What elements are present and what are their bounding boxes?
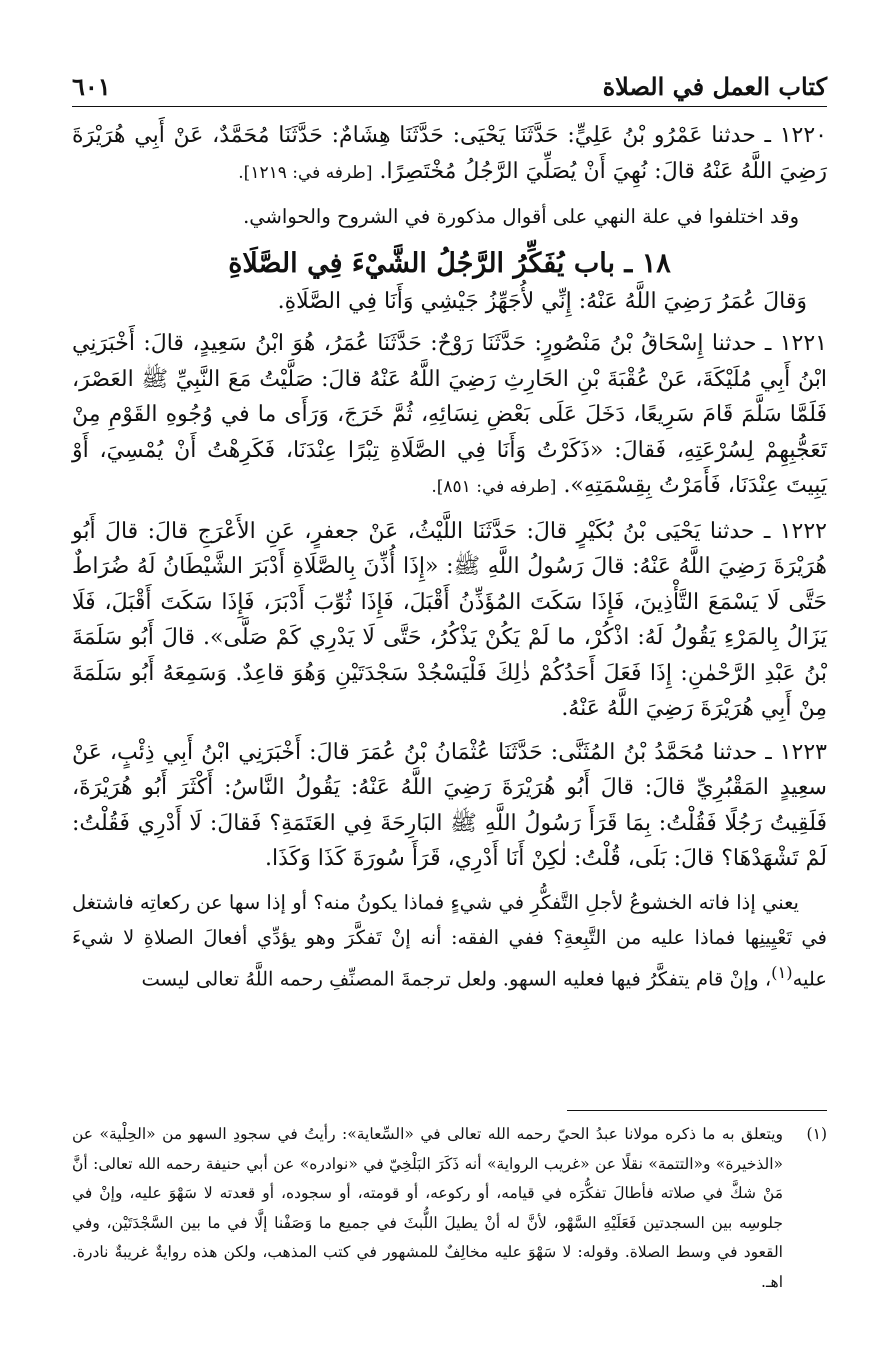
footnotes	[72, 1120, 827, 1297]
footnote-number: (١)	[806, 1125, 827, 1143]
footnote-1	[72, 1120, 827, 1297]
hadith-1223	[72, 735, 827, 877]
main-text	[72, 118, 827, 1006]
note-paragraph: وقد اختلفوا في علة النهي على أقوال مذكورة في الشروح والحواشي.	[243, 205, 799, 228]
footnote-divider	[567, 1110, 827, 1111]
book-page	[72, 0, 827, 1371]
chapter-subtitle: وَقالَ عُمَرُ رَضِيَ اللَّهُ عَنْهُ: إِنِّي لأُجَهِّزُ جَيْشِي وَأَنَا فِي الصَّلَاةِ.	[277, 289, 807, 314]
commentary-paragraph	[72, 885, 827, 997]
hadith-1220	[72, 118, 827, 191]
hadith-text: ١٢٢٢ ـ حدثنا يَحْيَى بْنُ بُكَيْرٍ قالَ: حَدَّثَنَا اللَّيْثُ، عَنْ جعفرٍ، عَنِ الأَعْرَجِ قالَ: قالَ أَبُو هُرَيْرَةَ رَضِيَ اللَّهُ عَنْهُ: قالَ رَسُولُ اللَّهِ ﷺ: «إِذَا أُذِّنَ بِالصَّلَاةِ أَدْبَرَ الشَّيْطَانُ لَهُ ضُرَاطٌ حَتَّى لَا يَسْمَعَ التَّأْذِينَ، فَإِذَا سَكَتَ المُؤَذِّنُ أَقْبَلَ، فَإِذَا ثُوِّبَ أَدْبَرَ، فَإِذَا سَكَتَ أَقْبَلَ، فَلَا يَزَالُ بِالمَرْءِ يَقُولُ لَهُ: اذْكُرْ، ما لَمْ يَكُنْ يَذْكُرُ، حَتَّى لَا يَدْرِي كَمْ صَلَّى». قالَ أَبُو سَلَمَةَ بْنُ عَبْدِ الرَّحْمٰنِ: إِذَا فَعَلَ أَحَدُكُمْ ذٰلِكَ فَلْيَسْجُدْ سَجْدَتَيْنِ وَهُوَ قاعِدٌ. وَسَمِعَهُ أَبُو سَلَمَةَ مِنْ أَبِي هُرَيْرَةَ رَضِيَ اللَّهُ عَنْهُ.	[72, 518, 827, 721]
commentary-text-continued: ، وإنْ قام يتفكَّرُ فيها فعليه السهو. ولعل ترجمةَ المصنِّفِ رحمه اللَّهُ تعالى ليست	[141, 967, 772, 990]
running-header	[72, 66, 827, 107]
commentary-text: يعني إذا فاته الخشوعُ لأجلِ التَّفكُّرِ في شيءٍ فماذا يكونُ منه؟ أو إذا سها عن ركعاتِه فاشتغل في تَعْيِينِها فماذا عليه من التَّبِعةِ؟ ففي الفقه: أنه إنْ تَفكَّرَ وهو يؤدِّي أفعالَ الصلاةِ لا شيءَ عليه	[72, 890, 827, 990]
hadith-1221	[72, 326, 827, 506]
page-number: ٦٠١	[72, 71, 111, 101]
hadith-text: ١٢٢٠ ـ حدثنا عَمْرُو بْنُ عَلِيٍّ: حَدَّثَنَا يَحْيَى: حَدَّثَنَا هِشَامٌ: حَدَّثَنَا مُحَمَّدٌ، عَنْ أَبِي هُرَيْرَةَ رَضِيَ اللَّهُ عَنْهُ قالَ: نُهِيَ أَنْ يُصَلِّيَ الرَّجُلُ مُخْتَصِرًا.	[72, 123, 827, 184]
chapter-title: ١٨ ـ باب يُفَكِّرُ الرَّجُلُ الشَّيْءَ فِي الصَّلَاةِ	[228, 248, 671, 279]
hadith-text: ١٢٢٣ ـ حدثنا مُحَمَّدُ بْنُ المُثَنَّى: حَدَّثَنَا عُثْمَانُ بْنُ عُمَرَ قالَ: أَخْبَرَنِي ابْنُ أَبِي ذِئْبٍ، عَنْ سعِيدٍ المَقْبُرِيِّ قالَ: قالَ أَبُو هُرَيْرَةَ رَضِيَ اللَّهُ عَنْهُ: يَقُولُ النَّاسُ: أَكْثَرَ أَبُو هُرَيْرَةَ، فَلَقِيتُ رَجُلًا فَقُلْتُ: بِمَا قَرَأَ رَسُولُ اللَّهِ ﷺ البَارِحَةَ فِي العَتَمَةِ؟ فَقالَ: لَا أَدْرِي فَقُلْتُ: لَمْ تَشْهَدْهَا؟ قالَ: بَلَى، قُلْتُ: لٰكِنْ أَنَا أَدْرِي، قَرَأَ سُورَةَ كَذَا وَكَذَا.	[72, 739, 827, 871]
hadith-text: ١٢٢١ ـ حدثنا إِسْحَاقُ بْنُ مَنْصُورٍ: حَدَّثَنَا رَوْحٌ: حَدَّثَنَا عُمَرُ، هُوَ ابْنُ سَعِيدٍ، قالَ: أَخْبَرَنِي ابْنُ أَبِي مُلَيْكَةَ، عَنْ عُقْبَةَ بْنِ الحَارِثِ رَضِيَ اللَّهُ عَنْهُ قالَ: صَلَّيْتُ مَعَ النَّبِيِّ ﷺ العَصْرَ، فَلَمَّا سَلَّمَ قَامَ سَرِيعًا، دَخَلَ عَلَى بَعْضِ نِسَائِهِ، ثُمَّ خَرَجَ، وَرَأَى ما في وُجُوهِ القَوْمِ مِنْ تَعَجُّبِهِمْ لِسُرْعَتِهِ، فَقالَ: «ذَكَرْتُ وَأَنَا فِي الصَّلَاةِ تِبْرًا عِنْدَنَا، فَكَرِهْتُ أَنْ يُمْسِيَ، أَوْ يَبِيتَ عِنْدَنَا، فَأَمَرْتُ بِقِسْمَتِهِ».	[72, 331, 827, 498]
hadith-1222	[72, 514, 827, 727]
book-title: كتاب العمل في الصلاة	[602, 71, 827, 101]
cross-reference: [طرفه في: ٨٥١].	[431, 477, 557, 497]
footnote-marker: (١)	[771, 962, 793, 982]
cross-reference: [طرفه في: ١٢١٩].	[238, 162, 373, 183]
footnote-text: ويتعلق به ما ذكره مولانا عبدُ الحيّ رحمه الله تعالى في «السِّعاية»: رأيتُ في سجودِ السهو من «الحِلْية» عن «الذخيرة» و«التتمة» نقلًا عن «غريب الرواية» أنه ذَكَرَ البَلْخِيّ في «نوادره» عن أبي حنيفة رحمه الله تعالى: أنَّ مَنْ شكَّ في صلاته فأطالَ تفكُّرَه في قيامه، أو ركوعه، أو قومته، أو سجوده، أو قعدته لا سَهْوَ عليه، وإنْ في جلوسِه بين السجدتين فَعَلَيْهِ السَّهْو، لأنَّ له أنْ يطيلَ اللُّبثَ في جميع ما وَصَفْنا إلَّا في ما بين السَّجْدَتَيْن، وفي القعود في وسط الصلاة. وقوله: لا سَهْوَ عليه مخالِفٌ للمشهور في كتب المذهب، ولكن هذه روايةٌ غريبةٌ نادرة. اهـ.	[72, 1125, 783, 1291]
